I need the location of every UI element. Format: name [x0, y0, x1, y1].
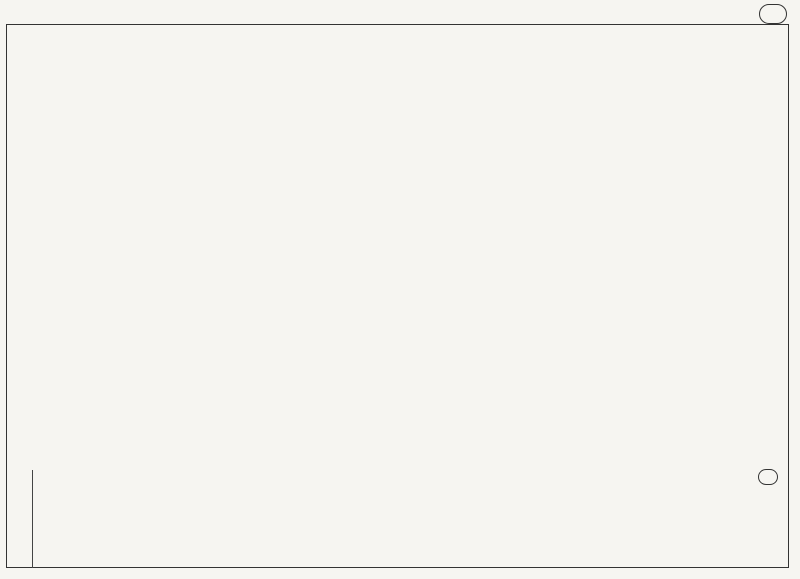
side-stamp: [6, 470, 33, 568]
tb-sheet-mark: [758, 469, 778, 485]
